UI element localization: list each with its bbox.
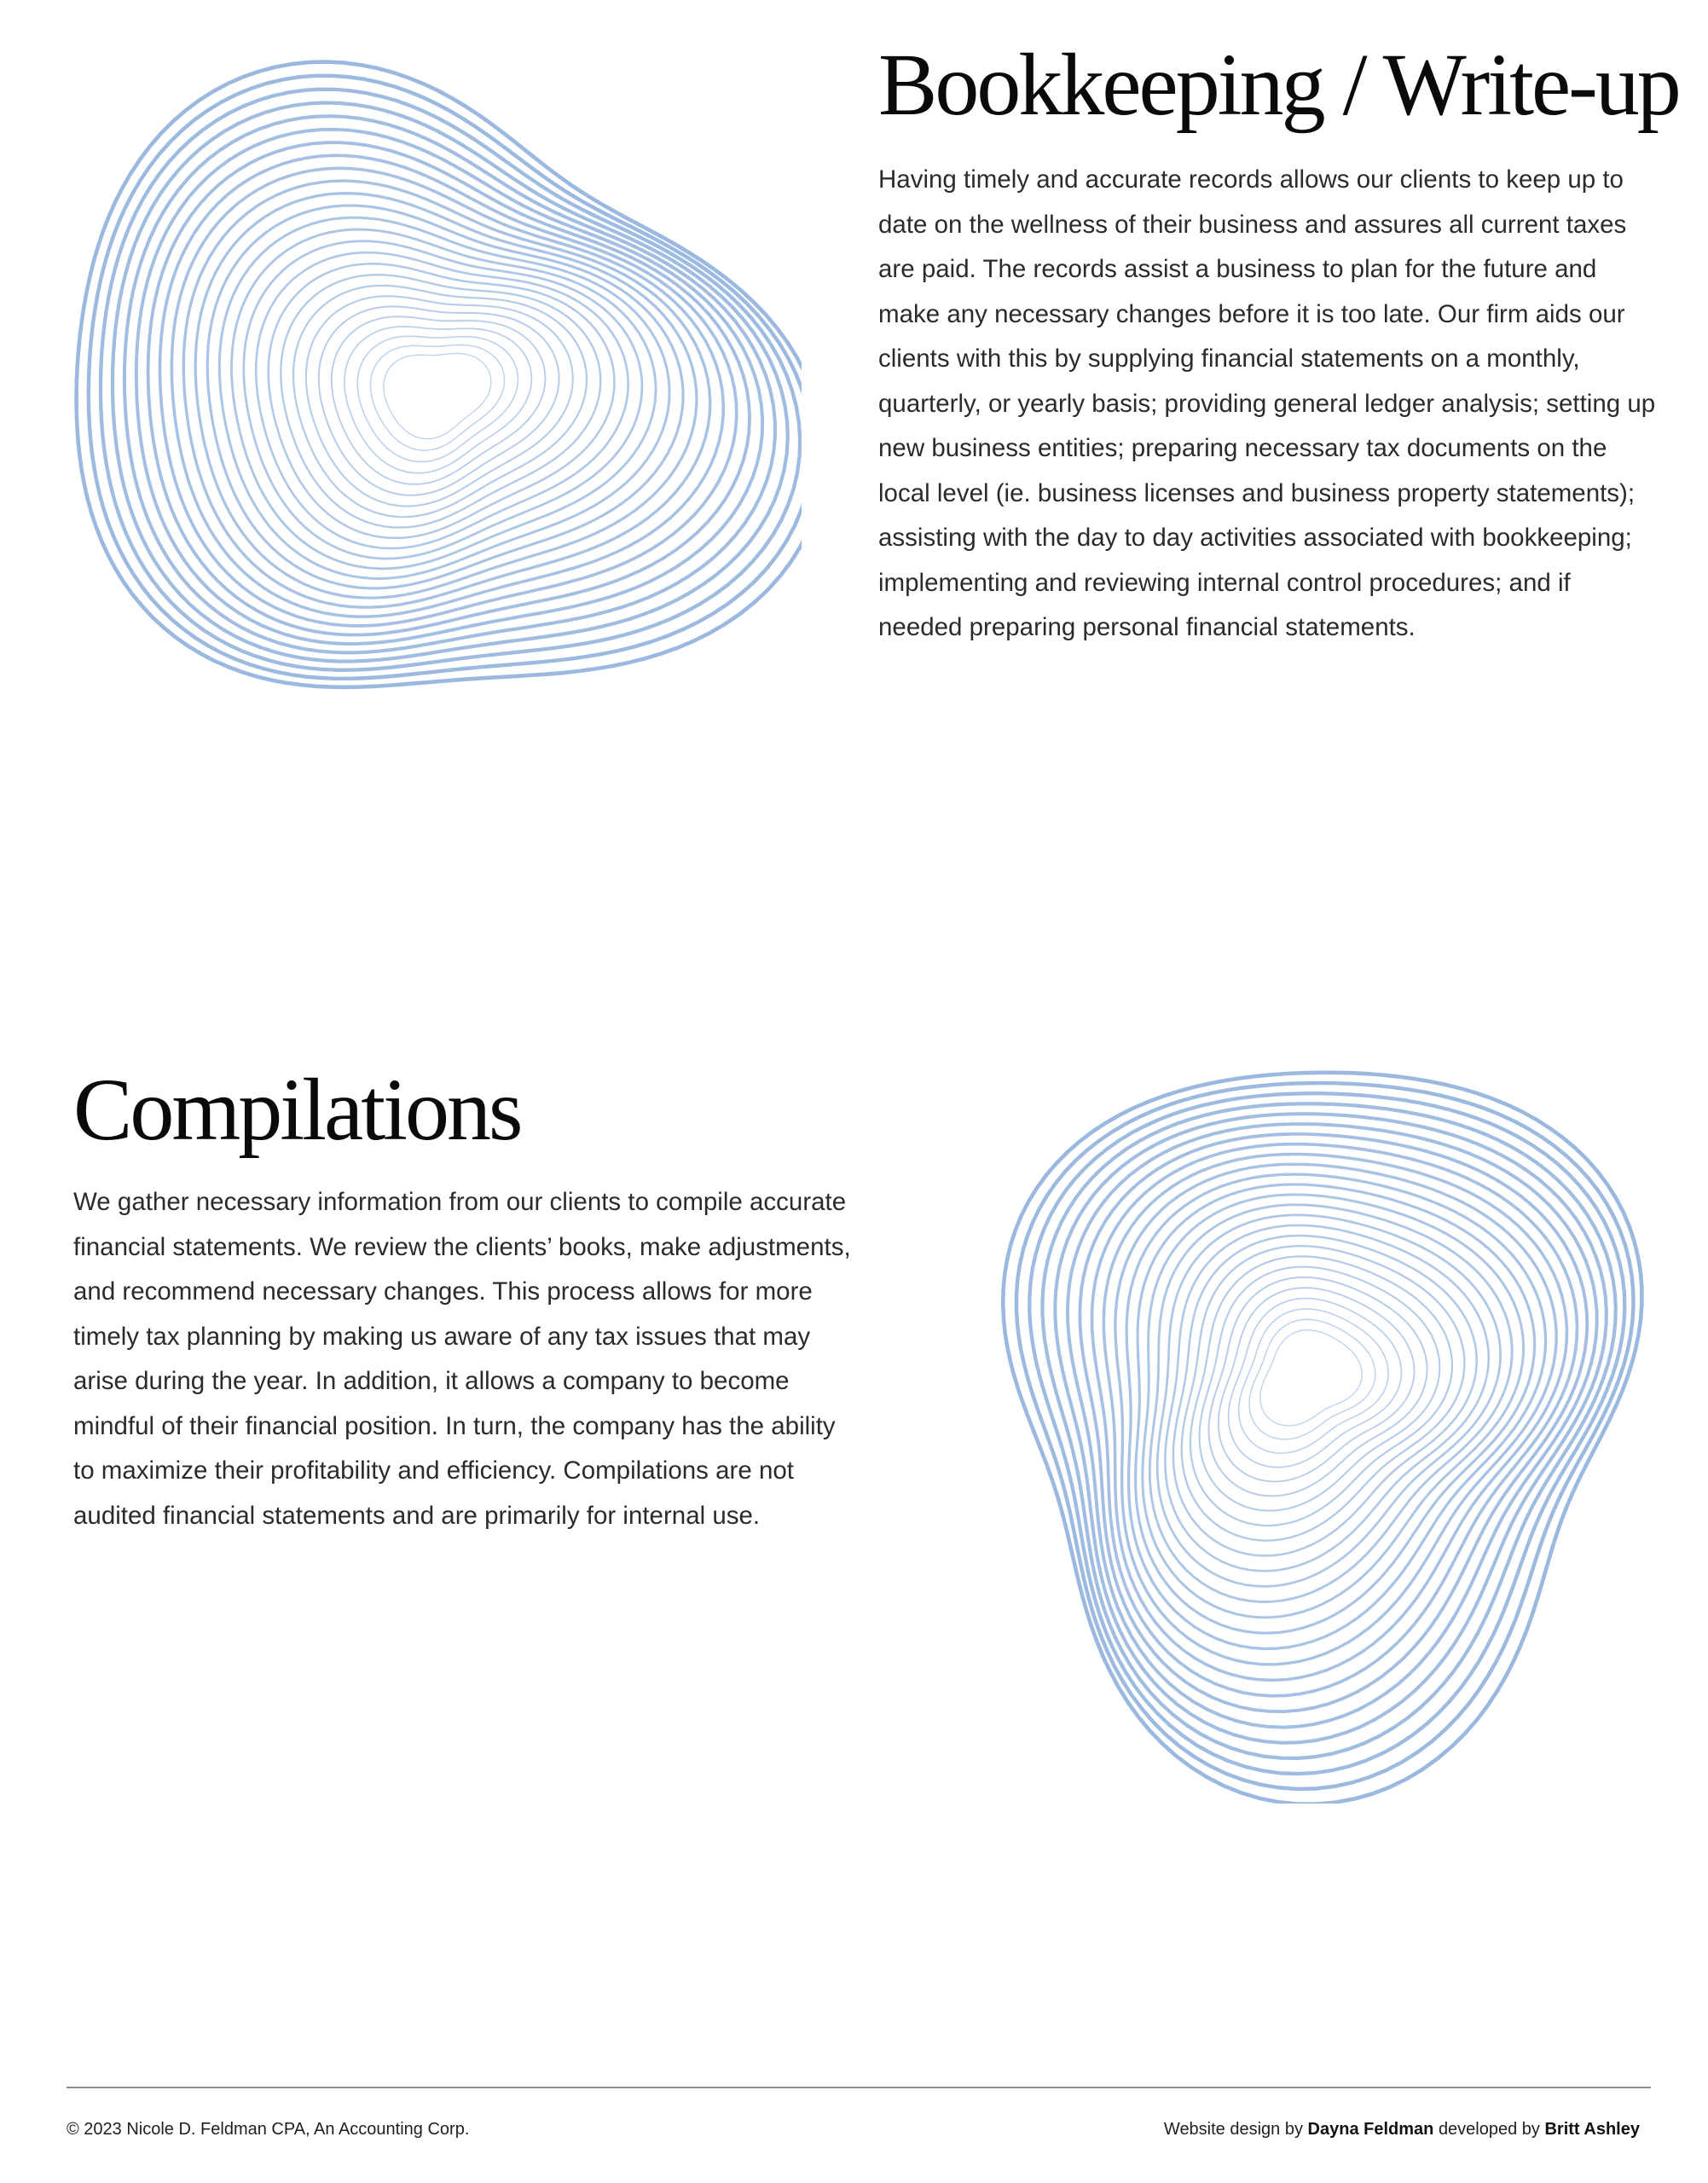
compilations-description: We gather necessary information from our clients to compile accurate financial statements. We review the clients’ books, make adjustments, and recommend necessary changes. This process allows for more timely tax planning by making us aware of any tax issues that may arise during the year. In addition, it allows a company to become mindful of their financial position. In turn, the company has the ability to maximize their profitability and efficiency. Compilations are not audited financial statements and are primarily for internal use. bbox=[73, 1188, 851, 1530]
contour-swirl-illustration bbox=[34, 17, 802, 785]
footer-divider bbox=[67, 2087, 1651, 2088]
contour-line bbox=[306, 296, 573, 506]
credit-prefix: Website design by bbox=[1163, 2120, 1303, 2139]
contour-line bbox=[384, 354, 491, 439]
contour-swirl-illustration bbox=[925, 1036, 1693, 1804]
bookkeeping-heading: Bookkeeping / Write-up bbox=[878, 36, 1679, 134]
credit-middle: developed by bbox=[1438, 2120, 1540, 2139]
developer-link[interactable]: Britt Ashley bbox=[1544, 2120, 1640, 2139]
contour-line bbox=[269, 263, 615, 538]
bookkeeping-description: Having timely and accurate records allows our clients to keep up to date on the wellness of their business and assures all current taxes are paid. The records assist a business to plan for the future and make any necessary changes before it is too late. Our firm aids our clients with this by supplying financial statements on a monthly, quarterly, or yearly basis; providing general ledger analysis; setting up new business entities; preparing necessary tax documents on the local level (ie. business licenses and business property statements); assisting with the day to day activities associated with bookkeeping; implementing and reviewing internal control procedures; and if needed preparing personal financial statements. bbox=[878, 165, 1656, 641]
compilations-heading: Compilations bbox=[73, 1061, 521, 1159]
footer-copyright: © 2023 Nicole D. Feldman CPA, An Accounting Corp. bbox=[67, 2120, 470, 2139]
contour-line bbox=[148, 142, 750, 634]
contour-line bbox=[1200, 1267, 1440, 1511]
contour-line bbox=[1260, 1330, 1362, 1426]
designer-link[interactable]: Dayna Feldman bbox=[1307, 2120, 1434, 2139]
contour-line bbox=[1249, 1319, 1375, 1439]
contour-line bbox=[1016, 1083, 1634, 1789]
contour-line bbox=[371, 345, 505, 451]
footer-credits bbox=[1164, 2120, 1640, 2140]
contour-line bbox=[1190, 1256, 1452, 1526]
